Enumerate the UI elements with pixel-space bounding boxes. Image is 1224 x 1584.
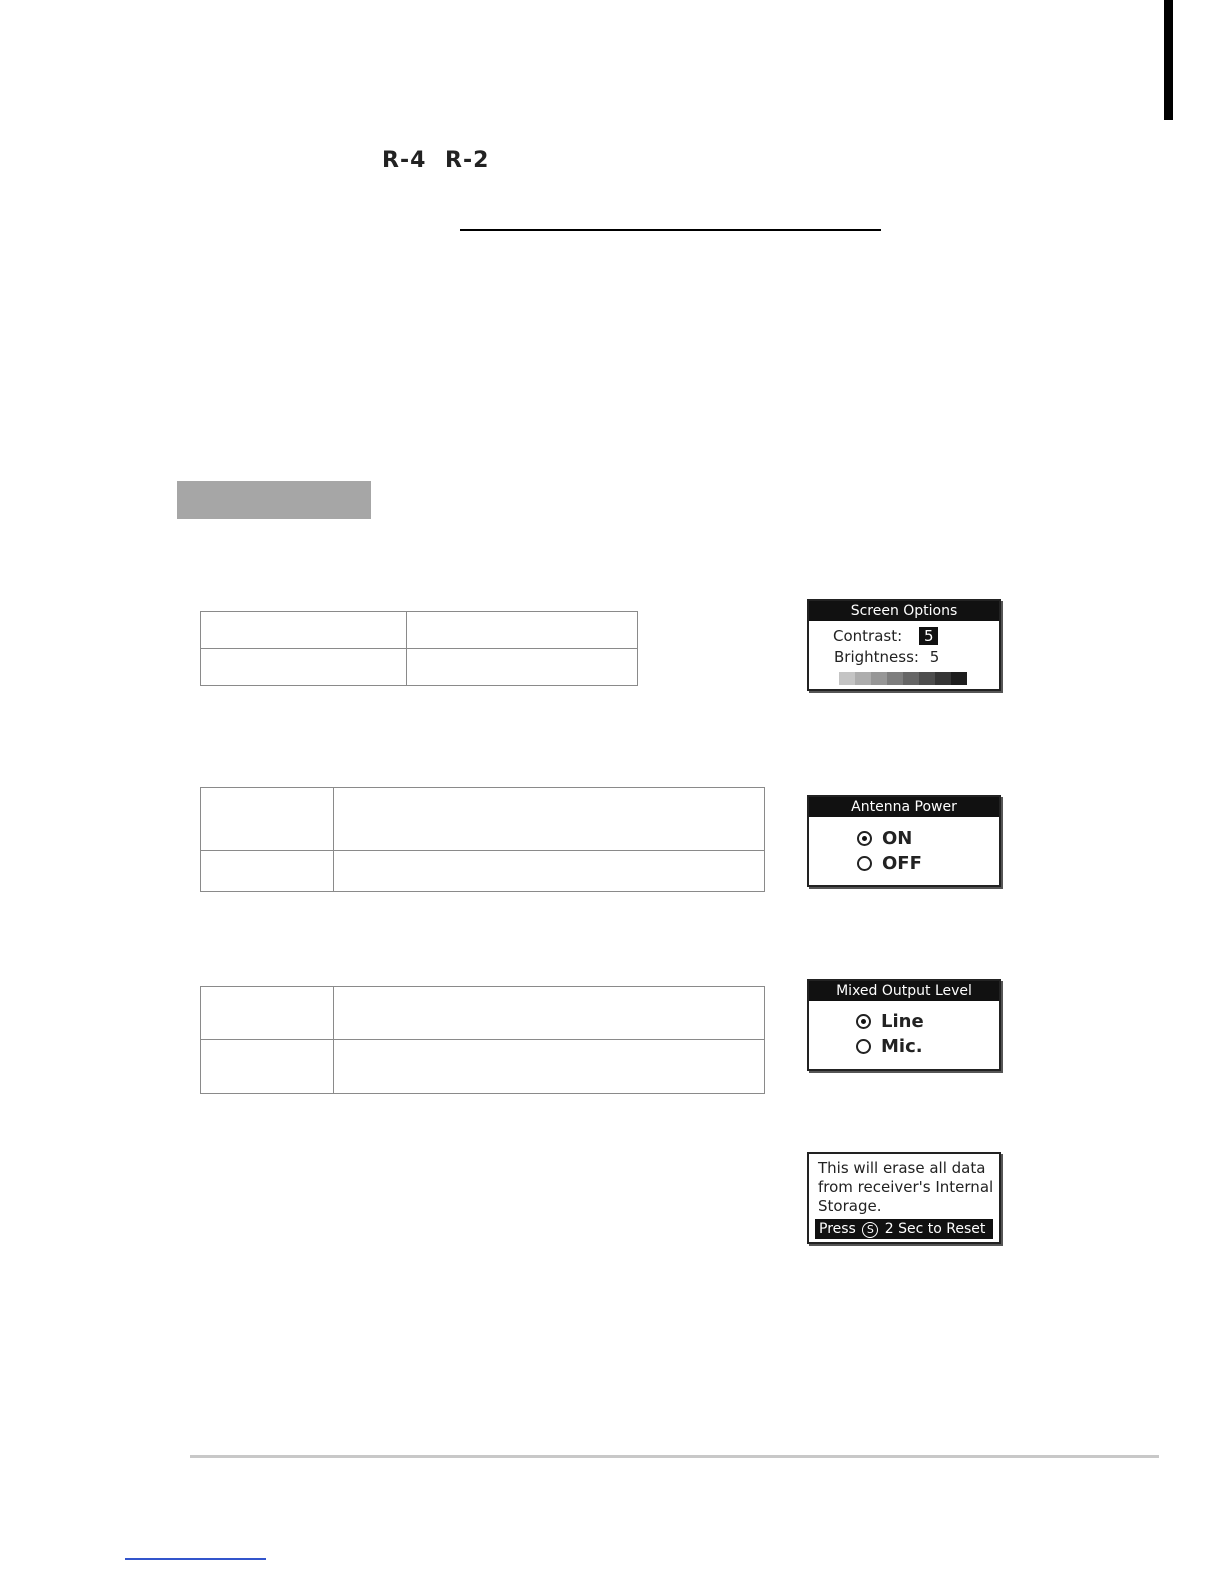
- lcd-title: Antenna Power: [809, 797, 999, 817]
- radio-option-line[interactable]: Line: [856, 1011, 924, 1032]
- table-cell: [334, 1040, 765, 1094]
- radio-selected-icon: [856, 1014, 871, 1029]
- screen-options-table: [200, 611, 638, 686]
- mixed-output-lcd: [807, 979, 1001, 1071]
- section-header-bar: [177, 481, 371, 519]
- radio-option-mic[interactable]: Mic.: [856, 1036, 923, 1057]
- radio-selected-icon: [857, 831, 872, 846]
- brightness-gradient-bar: [839, 672, 967, 685]
- table-cell: [334, 851, 765, 892]
- gray-step: [887, 672, 903, 685]
- table-cell: [201, 987, 334, 1040]
- page-edge-tab: [1164, 0, 1173, 120]
- gray-step: [839, 672, 855, 685]
- table-cell: [201, 612, 407, 649]
- antenna-power-lcd: [807, 795, 1001, 887]
- gray-step: [951, 672, 967, 685]
- s-key-icon: S: [862, 1222, 878, 1238]
- title-underline: [460, 229, 881, 231]
- table-cell: [407, 612, 638, 649]
- screen-options-lcd: [807, 599, 1001, 691]
- radio-empty-icon: [856, 1039, 871, 1054]
- radio-option-off[interactable]: OFF: [857, 853, 922, 874]
- antenna-power-table: [200, 787, 765, 892]
- brightness-row: [834, 648, 939, 666]
- reset-lcd: [807, 1152, 1001, 1244]
- table-cell: [407, 649, 638, 686]
- table-cell: [201, 851, 334, 892]
- table-cell: [201, 649, 407, 686]
- radio-empty-icon: [857, 856, 872, 871]
- gray-step: [855, 672, 871, 685]
- table-cell: [201, 1040, 334, 1094]
- contrast-row: [833, 627, 938, 645]
- gray-step: [919, 672, 935, 685]
- table-cell: [334, 987, 765, 1040]
- r2-logo: R-2: [445, 148, 490, 173]
- mixed-output-table: [200, 986, 765, 1094]
- gray-step: [871, 672, 887, 685]
- reset-prompt: Press S 2 Sec to Reset: [815, 1219, 993, 1239]
- brightness-value: 5: [929, 648, 940, 666]
- gray-step: [903, 672, 919, 685]
- contrast-value: 5: [919, 627, 939, 645]
- gray-step: [935, 672, 951, 685]
- footer-rule: [190, 1455, 1159, 1458]
- lcd-title: Screen Options: [809, 601, 999, 621]
- lcd-title: Mixed Output Level: [809, 981, 999, 1001]
- r4-logo: R-4: [382, 148, 427, 173]
- contrast-label: Contrast:: [833, 627, 903, 645]
- reset-warning: This will erase all data from receiver's Internal Storage.: [818, 1159, 994, 1215]
- table-cell: [334, 788, 765, 851]
- table-cell: [201, 788, 334, 851]
- brightness-label: Brightness:: [834, 648, 919, 666]
- footer-link-underline[interactable]: [125, 1558, 266, 1560]
- radio-option-on[interactable]: ON: [857, 828, 912, 849]
